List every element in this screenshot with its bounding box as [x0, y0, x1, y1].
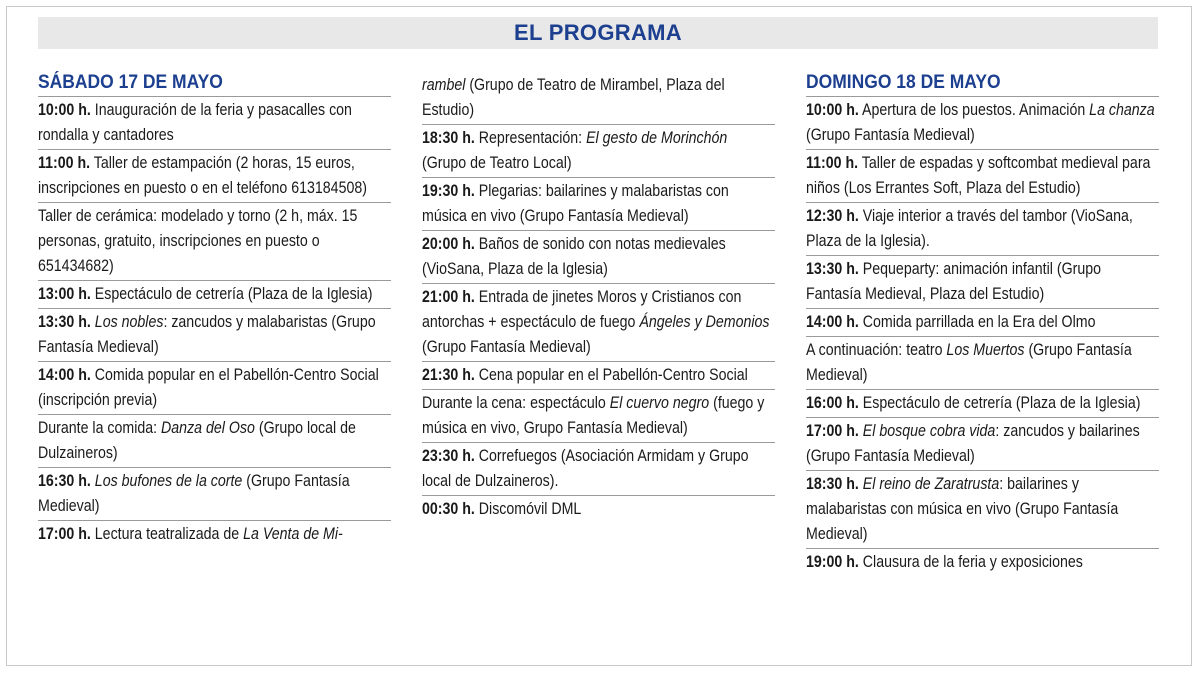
entry-text: Taller de cerámica: modelado y torno (2 h, máx. 15 personas, gratuito, inscripciones en puesto o 651434682) — [38, 207, 358, 275]
entry-text: Representación: — [474, 129, 587, 147]
entry-text: Pequeparty: animación infantil (Grupo Fantasía Medieval, Plaza del Estudio) — [806, 260, 1102, 303]
entry-title-italic: Ángeles y Demonios — [639, 313, 770, 331]
entry-time: 16:30 h. — [38, 472, 91, 490]
schedule-entry-text — [806, 472, 1158, 547]
schedule-entry-text — [38, 469, 390, 519]
entry-text: Plegarias: bailarines y malabaristas con música en vivo (Grupo Fantasía Medieval) — [422, 182, 729, 225]
entry-time: 00:30 h. — [422, 500, 475, 518]
entry-time: 11:00 h. — [806, 154, 859, 172]
schedule-entry-text — [806, 98, 1158, 148]
schedule-entry — [422, 283, 775, 361]
entry-time: 18:30 h. — [806, 475, 859, 493]
entry-text: Comida popular en el Pabellón-Centro Social (inscripción previa) — [38, 366, 379, 409]
entry-time: 12:30 h. — [806, 207, 859, 225]
entry-time: 14:00 h. — [806, 313, 859, 331]
schedule-entry — [38, 280, 391, 308]
schedule-entry-text — [806, 338, 1158, 388]
schedule-entry-text — [422, 179, 774, 229]
entry-text: Entrada de jinetes Moros y Cristianos con antorchas + espectáculo de fuego — [422, 288, 742, 331]
saturday-cont-entry-list — [422, 72, 775, 523]
schedule-entry-text — [806, 419, 1158, 469]
entry-time: 13:30 h. — [806, 260, 859, 278]
schedule-entry-text — [422, 497, 774, 522]
entry-text: Correfuegos (Asociación Armidam y Grupo local de Dulzaineros). — [422, 447, 749, 490]
column-sunday — [806, 68, 1159, 576]
schedule-entry — [806, 202, 1159, 255]
entry-text: (Grupo Fantasía Medieval) — [806, 341, 1132, 384]
schedule-entry — [422, 230, 775, 283]
schedule-entry-text — [806, 151, 1158, 201]
entry-text: (Grupo Fantasía Medieval) — [38, 472, 350, 515]
entry-text: Espectáculo de cetrería (Plaza de la Iglesia) — [858, 394, 1141, 412]
column-saturday-continued — [422, 72, 775, 523]
schedule-entry-text — [422, 126, 774, 176]
schedule-entry-text — [806, 550, 1158, 575]
schedule-entry — [422, 124, 775, 177]
schedule-entry-text — [422, 285, 774, 360]
schedule-entry-text — [806, 257, 1158, 307]
entry-text: Durante la comida: — [38, 419, 162, 437]
entry-title-italic: Los Muertos — [946, 341, 1025, 359]
entry-time: 10:00 h. — [806, 101, 859, 119]
schedule-entry — [806, 255, 1159, 308]
schedule-entry — [38, 520, 391, 548]
schedule-entry — [806, 417, 1159, 470]
schedule-entry — [422, 72, 775, 124]
entry-title-italic: El cuervo negro — [609, 394, 710, 412]
schedule-entry-text — [38, 363, 390, 413]
entry-text: : zancudos y bailarines (Grupo Fantasía Medieval) — [806, 422, 1140, 465]
entry-title-italic: El bosque cobra vida — [862, 422, 996, 440]
entry-text: Clausura de la feria y exposiciones — [858, 553, 1083, 571]
entry-title-italic: El gesto de Morinchón — [586, 129, 728, 147]
entry-text: Taller de espadas y softcombat medieval para niños (Los Errantes Soft, Plaza del Estudio) — [806, 154, 1151, 197]
entry-text: Viaje interior a través del tambor (VioSana, Plaza de la Iglesia). — [806, 207, 1133, 250]
schedule-entry-text — [38, 151, 390, 201]
schedule-entry-text — [422, 73, 774, 123]
schedule-entry — [422, 361, 775, 389]
entry-title-italic: Los nobles — [94, 313, 164, 331]
entry-text: Inauguración de la feria y pasacalles con rondalla y cantadores — [38, 101, 352, 144]
schedule-entry-text — [38, 204, 390, 279]
title-bar — [38, 17, 1158, 49]
entry-text: : zancudos y malabaristas (Grupo Fantasía Medieval) — [38, 313, 376, 356]
day-heading-sunday: DOMINGO 18 DE MAYO — [806, 72, 1001, 93]
schedule-entry-text — [806, 310, 1158, 335]
schedule-entry-text — [422, 232, 774, 282]
entry-time: 19:30 h. — [422, 182, 475, 200]
entry-text: : bailarines y malabaristas con música en vivo (Grupo Fantasía Medieval) — [806, 475, 1119, 543]
schedule-entry — [38, 361, 391, 414]
schedule-entry — [38, 149, 391, 202]
entry-time: 11:00 h. — [38, 154, 91, 172]
entry-text: Durante la cena: espectáculo — [422, 394, 610, 412]
entry-time: 13:00 h. — [38, 285, 91, 303]
entry-time: 10:00 h. — [38, 101, 91, 119]
entry-title-italic: El reino de Zaratrusta — [862, 475, 1000, 493]
entry-text: (Grupo de Teatro Local) — [422, 154, 572, 172]
entry-title-italic: La chanza — [1089, 101, 1155, 119]
schedule-entry — [806, 548, 1159, 576]
entry-text: (Grupo local de Dulzaineros) — [38, 419, 356, 462]
schedule-entry — [38, 308, 391, 361]
schedule-entry — [422, 442, 775, 495]
entry-time: 16:00 h. — [806, 394, 859, 412]
page-title: EL PROGRAMA — [514, 20, 682, 45]
schedule-entry — [806, 336, 1159, 389]
entry-text: Cena popular en el Pabellón-Centro Social — [474, 366, 748, 384]
entry-time: 19:00 h. — [806, 553, 859, 571]
entry-text: (Grupo Fantasía Medieval) — [422, 338, 591, 356]
entry-title-italic: La Venta de Mi- — [243, 525, 343, 543]
entry-time: 21:30 h. — [422, 366, 475, 384]
schedule-entry — [38, 467, 391, 520]
entry-text: (fuego y música en vivo, Grupo Fantasía Medieval) — [422, 394, 765, 437]
entry-text: Apertura de los puestos. Animación — [858, 101, 1090, 119]
schedule-entry-text — [422, 444, 774, 494]
schedule-entry — [806, 389, 1159, 417]
schedule-entry-text — [806, 391, 1158, 416]
schedule-entry — [422, 495, 775, 523]
schedule-entry-text — [38, 522, 390, 547]
schedule-entry-text — [38, 98, 390, 148]
schedule-entry — [806, 308, 1159, 336]
entry-time: 23:30 h. — [422, 447, 475, 465]
entry-time: 14:00 h. — [38, 366, 91, 384]
entry-time: 17:00 h. — [38, 525, 91, 543]
schedule-entry-text — [38, 416, 390, 466]
entry-text: (Grupo Fantasía Medieval) — [806, 126, 975, 144]
entry-text: A continuación: teatro — [806, 341, 947, 359]
schedule-entry — [806, 149, 1159, 202]
entry-text: (Grupo de Teatro de Mirambel, Plaza del Estudio) — [422, 76, 725, 119]
sunday-entry-list — [806, 96, 1159, 576]
entry-title-italic: Los bufones de la corte — [94, 472, 243, 490]
schedule-entry — [806, 470, 1159, 548]
schedule-entry — [38, 202, 391, 280]
schedule-entry — [38, 414, 391, 467]
schedule-entry-text — [806, 204, 1158, 254]
entry-time: 18:30 h. — [422, 129, 475, 147]
entry-text: Taller de estampación (2 horas, 15 euros, inscripciones en puesto o en el teléfono 613184508) — [38, 154, 367, 197]
schedule-entry-text — [38, 310, 390, 360]
schedule-entry-text — [422, 363, 774, 388]
entry-text: Baños de sonido con notas medievales (VioSana, Plaza de la Iglesia) — [422, 235, 726, 278]
schedule-entry-text — [38, 282, 390, 307]
schedule-entry — [422, 177, 775, 230]
entry-time: 17:00 h. — [806, 422, 859, 440]
entry-time: 21:00 h. — [422, 288, 475, 306]
entry-title-italic: rambel — [422, 76, 466, 94]
entry-text: Discomóvil DML — [474, 500, 582, 518]
entry-time: 13:30 h. — [38, 313, 91, 331]
schedule-entry — [38, 96, 391, 149]
column-saturday — [38, 68, 391, 548]
entry-text: Lectura teatralizada de — [90, 525, 244, 543]
schedule-entry — [806, 96, 1159, 149]
schedule-entry — [422, 389, 775, 442]
saturday-entry-list — [38, 96, 391, 548]
day-heading-saturday: SÁBADO 17 DE MAYO — [38, 72, 223, 93]
entry-time: 20:00 h. — [422, 235, 475, 253]
entry-text: Espectáculo de cetrería (Plaza de la Iglesia) — [90, 285, 373, 303]
schedule-entry-text — [422, 391, 774, 441]
entry-title-italic: Danza del Oso — [161, 419, 255, 437]
entry-text: Comida parrillada en la Era del Olmo — [858, 313, 1096, 331]
